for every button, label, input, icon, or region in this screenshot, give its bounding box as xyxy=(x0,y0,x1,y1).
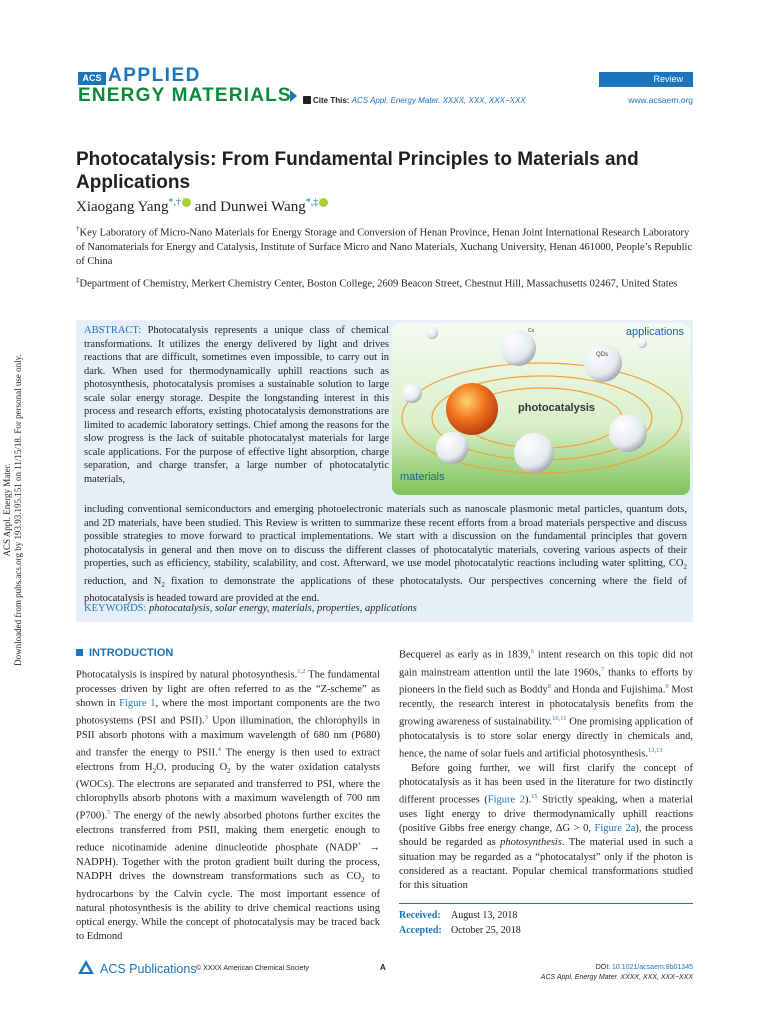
material-sphere xyxy=(500,330,536,366)
material-sphere xyxy=(584,344,622,382)
accepted-label: Accepted: xyxy=(399,925,442,936)
author-marks[interactable]: *,† xyxy=(168,197,181,208)
acs-logo-badge: ACS xyxy=(78,72,106,85)
body-text: O, producing O xyxy=(156,761,228,773)
label-photocatalysis: photocatalysis xyxy=(518,402,596,414)
citation-ref[interactable]: 15 xyxy=(531,793,538,801)
journal-logo-energy-materials: ENERGY MATERIALS xyxy=(78,85,292,106)
doi-link[interactable]: 10.1021/acsaem.8b01345 xyxy=(612,964,693,971)
author-line xyxy=(76,197,328,216)
citation-ref[interactable]: 5 xyxy=(107,809,111,817)
abstract-body: including conventional semiconductors and emerging photoelectronic materials such as nanoscale plasmonic metal particles, quantum dots, and 2D materials, have been studied. This Review is written to summarize these recent efforts from a broad materials perspective and discuss possible strategies to move forward to practical implementations. We start with a discussion on the fundamental principles that govern photocatalysis in general and then move on to discuss the different classes of photocatalytic materials, covering various aspects of their properties, such as efficiency, stability, scalability, and cost. Afterward, we use model photocatalytic reactions including water splitting, CO xyxy=(84,504,687,569)
author-marks[interactable]: *,‡ xyxy=(305,197,319,208)
body-text: ), the process should be regarded as xyxy=(399,823,693,849)
sun-icon xyxy=(446,383,498,435)
body-text: The energy is then used to extract electrons from H xyxy=(76,747,380,773)
affiliation-text: Key Laboratory of Micro-Nano Materials for Energy Storage and Conversion of Henan Province, Henan Joint International Research Laboratory of Nanomaterials for Energy and Catalysis, Institute of Surface Micro and Nano Materials, Xuchang University, Henan 461000, People’s Republic of China xyxy=(76,227,693,267)
cite-icon xyxy=(303,96,311,104)
accepted-date: October 25, 2018 xyxy=(451,925,521,936)
section-square-icon xyxy=(76,649,83,656)
subscript: 2 xyxy=(227,766,231,775)
label-cs: Cs xyxy=(528,328,535,334)
material-sphere xyxy=(514,433,554,473)
body-column-right xyxy=(399,645,693,893)
citation-ref[interactable]: 4 xyxy=(217,746,222,754)
material-sphere xyxy=(637,338,647,348)
journal-logo-arrow-icon xyxy=(290,90,297,102)
body-text: ). xyxy=(525,794,532,806)
body-text: and Honda and Fujishima. xyxy=(551,684,666,696)
keywords xyxy=(84,603,417,614)
journal-logo-applied: APPLIED xyxy=(108,65,201,86)
author-name[interactable]: Xiaogang Yang xyxy=(76,199,169,215)
label-materials: materials xyxy=(400,471,445,483)
affiliation-2 xyxy=(76,273,696,292)
keywords-list: photocatalysis, solar energy, materials, properties, applications xyxy=(149,603,417,614)
body-text: Most recently, the research interest in photocatalysis benefits from the growing awareness of sustainability. xyxy=(399,684,693,728)
footer-journal-ref: ACS Appl. Energy Mater. XXXX, XXX, XXX−XXX xyxy=(540,974,693,981)
abstract-body: reduction, and N xyxy=(84,575,162,587)
author-name[interactable]: Dunwei Wang xyxy=(220,199,306,215)
body-column-left xyxy=(76,665,380,944)
citation-ref[interactable]: 7 xyxy=(600,665,605,673)
body-text: Becquerel as early as in 1839, xyxy=(399,649,531,661)
orcid-icon[interactable] xyxy=(319,198,328,207)
paragraph xyxy=(399,762,693,893)
citation-ref[interactable]: 12,13 xyxy=(648,747,663,755)
article-title: Photocatalysis: From Fundamental Principles to Materials and Applications xyxy=(76,149,639,193)
label-applications: applications xyxy=(625,326,684,338)
body-text: Before going further, we will first clarify the concept of photocatalysis as it has been used in the literature for two distinctly different processes ( xyxy=(399,762,693,806)
citation-ref[interactable]: 8 xyxy=(547,683,552,691)
affiliation-mark: † xyxy=(76,225,80,233)
figure-link[interactable]: Figure 2a xyxy=(594,823,636,835)
section-heading-text: INTRODUCTION xyxy=(89,647,174,659)
subscript: 2 xyxy=(361,876,365,885)
body-text: Strictly speaking, when a material uses light energy to drive thermodynamically uphill reactions (positive Gibbs free energy change, ΔG > 0, xyxy=(399,794,693,835)
material-sphere xyxy=(426,327,438,339)
body-text: The energy of the newly absorbed photons further excites the electrons transferred from PSII, making them energetic enough to reduce nicotinamide adenine dinucleotide phosphate (NADP xyxy=(76,810,380,854)
received-label: Received: xyxy=(399,910,441,921)
article-type-badge: Review xyxy=(599,72,693,87)
material-sphere xyxy=(609,414,647,452)
keywords-label: KEYWORDS: xyxy=(84,603,147,614)
body-text: thanks to efforts by pioneers in the field such as Boddy xyxy=(399,667,693,696)
download-watermark xyxy=(2,330,42,690)
author-conjunction: and xyxy=(194,199,217,215)
body-text: intent research on this topic did not gain mainstream attention until the late 1960s, xyxy=(399,649,693,679)
abstract-text-top xyxy=(84,324,389,486)
superscript: + xyxy=(357,841,362,849)
journal-website-link[interactable]: www.acsaem.org xyxy=(628,95,693,105)
citation-ref[interactable]: 6 xyxy=(530,648,535,655)
subscript: 2 xyxy=(161,580,165,589)
orcid-icon[interactable] xyxy=(182,198,191,207)
figure-link[interactable]: Figure 2 xyxy=(487,794,525,806)
label-qds: QDs xyxy=(596,352,608,358)
figure-link[interactable]: Figure 1 xyxy=(119,697,156,709)
affiliation-1 xyxy=(76,222,696,269)
cite-label: Cite This: xyxy=(313,96,350,105)
article-dates xyxy=(399,908,521,938)
section-heading-introduction xyxy=(76,647,173,659)
citation-ref[interactable]: 3 xyxy=(204,714,208,722)
doi-label: DOI: xyxy=(595,964,613,971)
acs-publications-logo-icon xyxy=(76,958,96,978)
body-text: , where the most important components are the two photosystems (PSI and PSII). xyxy=(76,697,380,727)
received-date: August 13, 2018 xyxy=(451,910,518,921)
cite-this[interactable] xyxy=(303,96,526,105)
publisher-name[interactable]: ACS Publications xyxy=(100,962,197,976)
watermark-download-info: Downloaded from pubs.acs.org by 193.93.195.151 on 11/15/18. For personal use only. xyxy=(13,354,23,666)
cite-reference[interactable]: ACS Appl. Energy Mater. XXXX, XXX, XXX−XXX xyxy=(351,96,526,105)
material-sphere xyxy=(402,383,422,403)
affiliation-mark: ‡ xyxy=(76,276,80,284)
subscript: 2 xyxy=(152,766,157,775)
body-text: → NADPH). Together with the proton gradient built during the process, NADPH drives the downstream transformations such as CO xyxy=(76,842,380,883)
footer-doi-block xyxy=(500,963,693,983)
body-text: by the water oxidation catalysts (WOCs). The electrons are separated and transferred to PSI, where the chlorophylls absorb photons with a maximum wavelength of 700 nm (P700). xyxy=(76,761,380,822)
subscript: 2 xyxy=(683,563,687,572)
abstract-text-full xyxy=(84,503,687,606)
citation-ref[interactable]: 9 xyxy=(665,683,669,691)
body-text: One promising application of photocatalysis is to store solar energy directly in chemicals and, hence, the name of solar fuels and artificial photosynthesis. xyxy=(399,716,694,760)
affiliation-text: Department of Chemistry, Merkert Chemistry Center, Boston College, 2609 Beacon Street, Chestnut Hill, Massachusetts 02467, United States xyxy=(79,278,678,290)
material-sphere xyxy=(436,432,468,464)
toc-graphic xyxy=(392,323,690,495)
abstract-body: fixation to demonstrate the applications of these photocatalysts. Our perspectives concerning where the field of photocatalysis is headed toward are provided at the end. xyxy=(84,575,687,605)
body-text: . The material used in such a situation may be regarded as a “photocatalyst” only if the photon is considered as a reactant. Popular chemical transformations studied for this situation xyxy=(399,837,693,892)
body-text: The fundamental processes driven by light are often referred to as the “Z-scheme” as shown in xyxy=(76,669,380,709)
body-text: Photocatalysis is inspired by natural photosynthesis. xyxy=(76,669,298,681)
dates-divider xyxy=(399,903,693,904)
emphasis: photosynthesis xyxy=(500,837,562,849)
page-number: A xyxy=(380,963,386,972)
citation-ref[interactable]: 1,2 xyxy=(297,668,306,675)
abstract-body: Photocatalysis represents a unique class of chemical transformations. It utilizes the energy delivered by light and drives reactions that are difficult, sometimes even impossible, to carry out in dark. When used for thermodynamically uphill reactions such as photosynthesis, photocatalysis promises a sustainable solution to large scale solar energy storage. Despite the longstanding interest in this process and research efforts, existing photocatalysis demonstrations are limited to academic laboratory settings. Chief among the reasons for the slow progress is the lack of suitable photocatalyst materials for large scale applications. For the purpose of effective light absorption, charge separation, and charge transfer, a large number of photocatalytic materials, xyxy=(84,325,390,485)
copyright: © XXXX American Chemical Society xyxy=(196,965,309,972)
watermark-journal: ACS Appl. Energy Mater. xyxy=(2,463,12,557)
body-text: to hydrocarbons by the Calvin cycle. The most important essence of natural photosynthesis is the ability to drive chemical reactions using optical energy. While the concept of photocatalysis may be traced back to Edmond xyxy=(76,871,380,943)
body-text: Upon illumination, the chlorophylls in PSII absorb photons with a maximum wavelength of 680 nm (P680) and transfer the energy to PSII. xyxy=(76,715,380,759)
citation-ref[interactable]: 10,11 xyxy=(552,715,567,723)
abstract-label: ABSTRACT: xyxy=(84,325,142,336)
